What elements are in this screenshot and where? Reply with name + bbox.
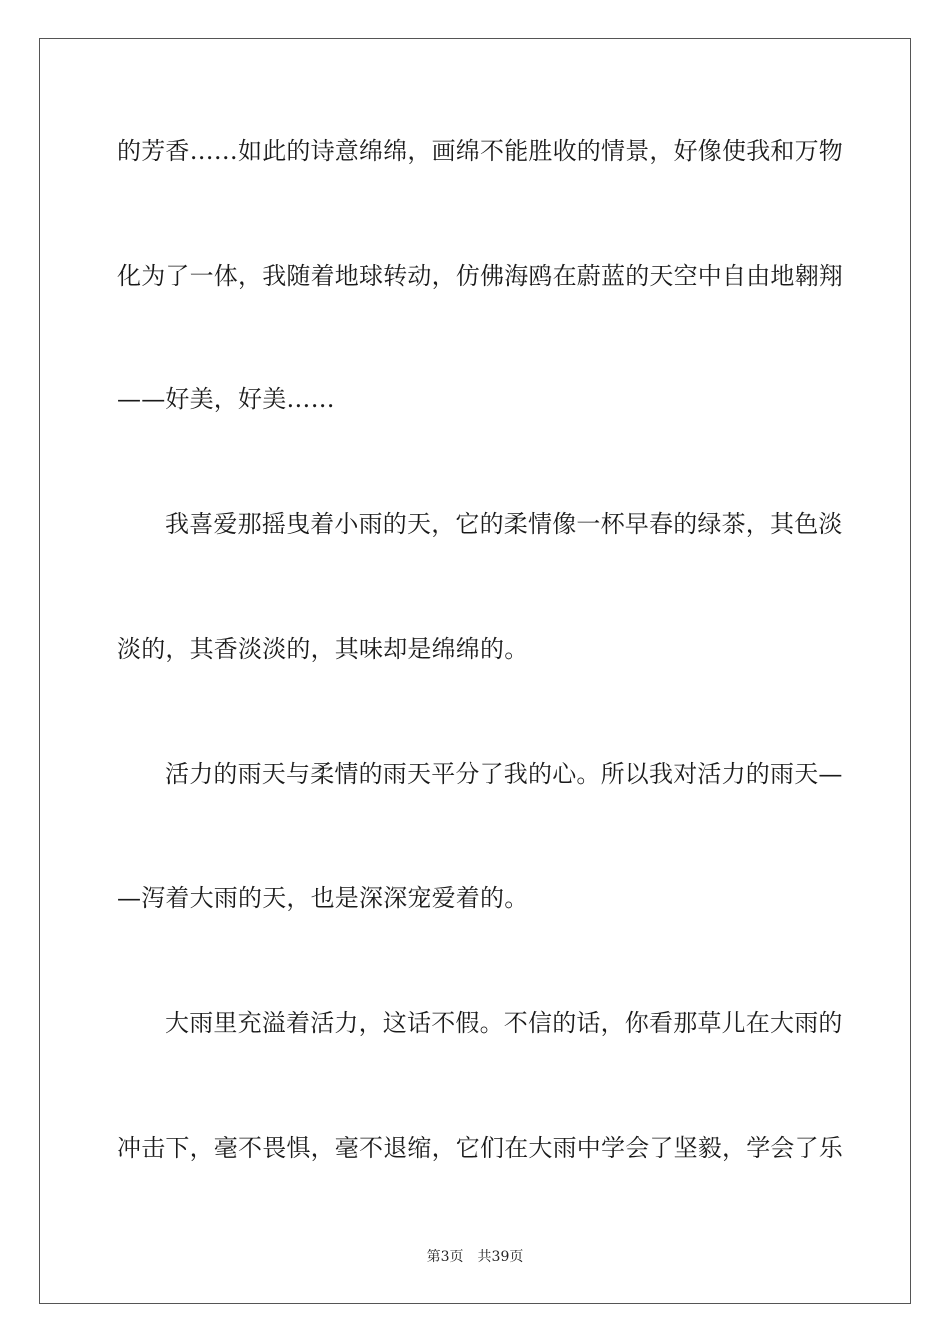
paragraph-line-2: 化为了一体，我随着地球转动，仿佛海鸥在蔚蓝的天空中自由地翱翔 [117, 262, 843, 290]
paragraph-line-4: 我喜爱那摇曳着小雨的天，它的柔情像一杯早春的绿茶，其色淡 [165, 510, 843, 538]
paragraph-line-5: 淡的，其香淡淡的，其味却是绵绵的。 [117, 635, 529, 663]
paragraph-line-9: 冲击下，毫不畏惧，毫不退缩，它们在大雨中学会了坚毅，学会了乐 [117, 1134, 843, 1162]
page-number: 第3页 [426, 1249, 464, 1265]
page-border [39, 38, 911, 1304]
paragraph-line-7: —泻着大雨的天，也是深深宠爱着的。 [117, 884, 529, 912]
page-total: 共39页 [477, 1249, 524, 1265]
paragraph-line-8: 大雨里充溢着活力，这话不假。不信的话，你看那草儿在大雨的 [165, 1009, 843, 1037]
page-footer [0, 1247, 950, 1267]
paragraph-line-3: ——好美，好美…… [117, 385, 335, 413]
paragraph-line-6: 活力的雨天与柔情的雨天平分了我的心。所以我对活力的雨天— [165, 760, 843, 788]
paragraph-line-1: 的芳香……如此的诗意绵绵，画绵不能胜收的情景，好像使我和万物 [117, 137, 843, 165]
